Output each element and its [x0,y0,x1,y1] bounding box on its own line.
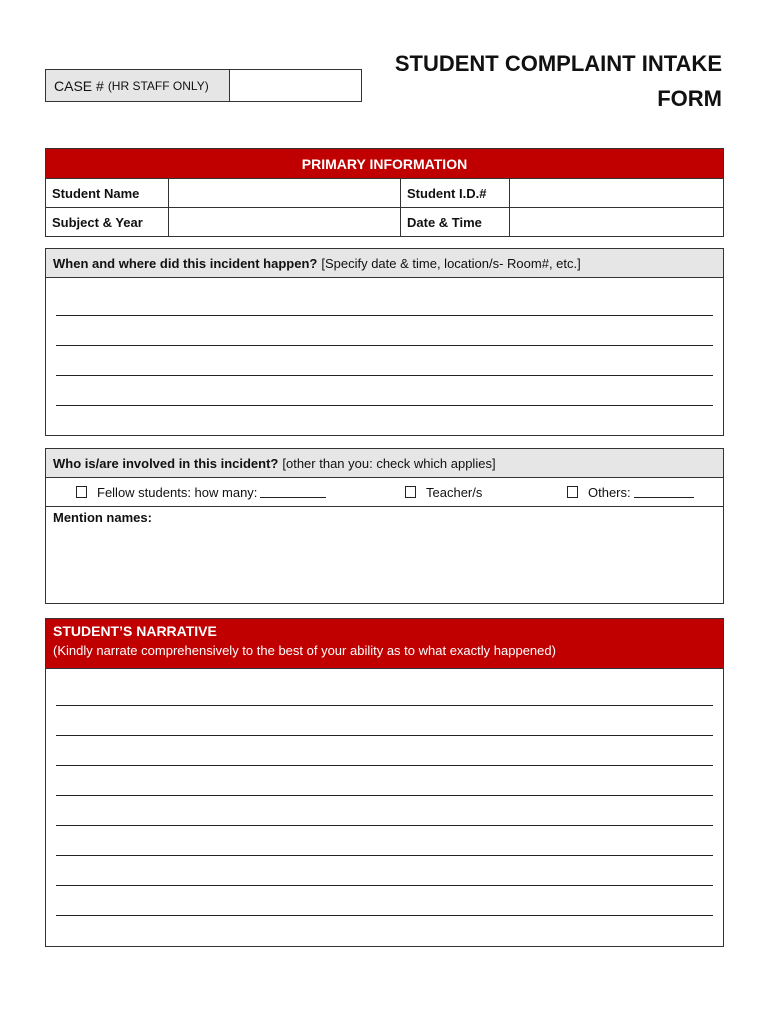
case-label-text: CASE # [54,77,104,94]
others-checkbox[interactable] [567,486,578,498]
case-number-field[interactable] [230,70,361,101]
answer-line[interactable] [56,736,713,766]
answer-line[interactable] [56,278,713,316]
teachers-label: Teacher/s [426,484,483,500]
student-name-field[interactable] [169,179,401,208]
fellow-students-label: Fellow students: how many: [97,484,258,500]
answer-line[interactable] [56,376,713,406]
involved-parties-section [45,448,724,604]
incident-question-note: [Specify date & time, location/s- Room#, etc.] [321,255,581,271]
student-narrative-section [45,618,724,947]
incident-question-bold: When and where did this incident happen? [53,255,318,271]
answer-line[interactable] [56,669,713,706]
student-name-label: Student Name [46,179,169,208]
narrative-header [46,619,723,669]
subject-year-label: Subject & Year [46,208,169,237]
form-title [362,46,722,116]
mention-names-label: Mention names: [53,510,152,525]
fellow-students-count-field[interactable] [260,487,326,498]
form-title-line2: FORM [657,86,722,111]
answer-line[interactable] [56,826,713,856]
incident-question [46,249,723,278]
others-option[interactable] [567,485,694,500]
incident-answer-area[interactable] [46,278,723,406]
student-id-label: Student I.D.# [401,179,510,208]
fellow-students-option[interactable] [76,485,326,500]
date-time-label: Date & Time [401,208,510,237]
primary-information-header: PRIMARY INFORMATION [46,149,724,179]
teachers-checkbox[interactable] [405,486,416,498]
narrative-title: STUDENT’S NARRATIVE [53,623,217,639]
answer-line[interactable] [56,886,713,916]
involved-options-row [46,478,723,507]
involved-question-bold: Who is/are involved in this incident? [53,455,279,471]
others-label: Others: [588,484,631,500]
answer-line[interactable] [56,316,713,346]
involved-question-note: [other than you: check which applies] [282,455,496,471]
narrative-answer-area[interactable] [46,669,723,916]
primary-information-table [45,148,724,237]
subject-year-field[interactable] [169,208,401,237]
teachers-option[interactable] [405,485,482,500]
others-field[interactable] [634,487,694,498]
incident-when-where-section [45,248,724,436]
answer-line[interactable] [56,706,713,736]
date-time-field[interactable] [510,208,724,237]
primary-information-section [45,148,724,237]
form-title-line1: STUDENT COMPLAINT INTAKE [394,51,722,76]
student-id-field[interactable] [510,179,724,208]
answer-line[interactable] [56,346,713,376]
answer-line[interactable] [56,856,713,886]
fellow-students-checkbox[interactable] [76,486,87,498]
case-number-label [46,70,230,101]
answer-line[interactable] [56,796,713,826]
answer-line[interactable] [56,766,713,796]
involved-question [46,449,723,478]
case-number-box [45,69,362,102]
narrative-instructions: (Kindly narrate comprehensively to the best of your ability as to what exactly happened) [53,643,556,658]
case-label-note: (HR STAFF ONLY) [107,78,209,93]
